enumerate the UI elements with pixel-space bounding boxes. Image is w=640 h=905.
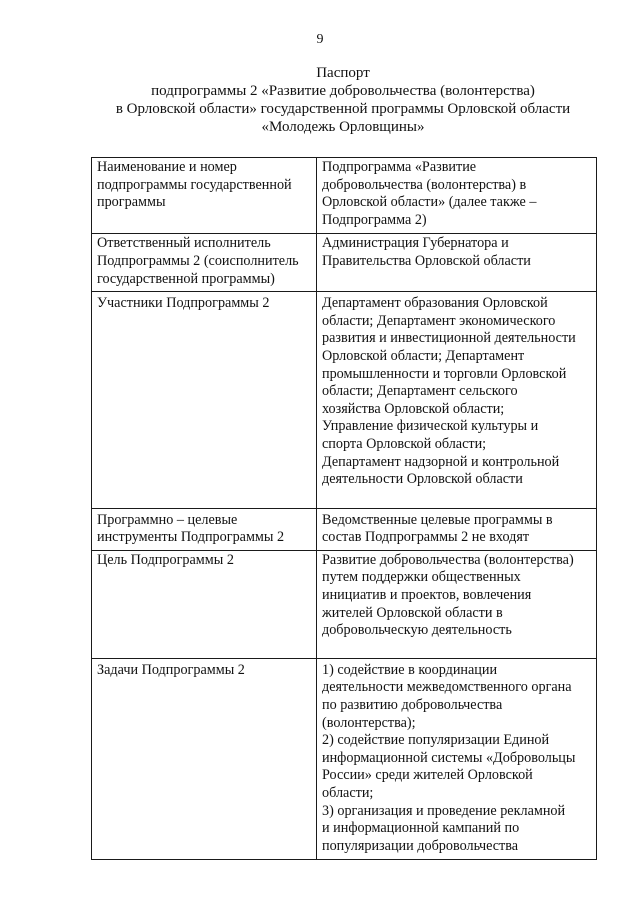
row-value-line: области; Департамент экономического [322,312,556,329]
row-value-line: развития и инвестиционной деятельности [322,330,576,347]
row-label-line: Наименование и номер [97,159,237,175]
row-value-line: 3) организация и проведение рекламной [322,802,566,819]
row-value-line: состав Подпрограммы 2 не входят [322,529,530,546]
row-value-line: Администрация Губернатора и [322,235,509,252]
row-value-line: по развитию добровольчества [322,697,503,714]
row-label-line: Подпрограммы 2 (соисполнитель [97,252,299,269]
row-label [92,658,317,860]
row-label-line: Цель Подпрограммы 2 [97,551,234,568]
header-subtitle-line: «Молодежь Орловщины» [261,119,425,135]
table-row [92,292,597,509]
row-value [317,508,597,550]
row-value [317,658,597,860]
table-row [92,158,597,234]
row-value-line: Подпрограмма 2) [322,211,427,228]
row-label [92,508,317,550]
row-value-line: Правительства Орловской области [322,252,531,269]
row-label-line: Ответственный исполнитель [97,235,271,252]
row-value [317,292,597,509]
row-value-line: деятельности межведомственного органа [322,679,572,696]
table-row [92,234,597,292]
row-label-line: Участники Подпрограммы 2 [97,295,270,312]
row-label [92,158,317,234]
row-value-line: популяризации добровольчества [322,837,519,854]
row-value-line: России» среди жителей Орловской [322,767,533,784]
row-value [317,158,597,234]
row-value-line: Департамент надзорной и контрольной [322,453,560,470]
row-value-line: 2) содействие популяризации Единой [322,732,550,749]
row-value-line: Развитие добровольчества (волонтерства) [322,551,574,568]
table-row [92,550,597,658]
row-value-line: Управление физической культуры и [322,418,539,435]
row-value-line: области; Департамент сельского [322,383,518,400]
table-row [92,658,597,860]
row-value-line: информационной системы «Добровольцы [322,749,576,766]
row-label-line: подпрограммы государственной [97,176,292,193]
row-label-line: Программно – целевые [97,511,238,528]
row-value-line: жителей Орловской области в [322,604,503,621]
row-label [92,234,317,292]
row-value-line: Подпрограмма «Развитие [322,159,477,175]
row-value [317,234,597,292]
row-value-line: инициатив и проектов, вовлечения [322,587,532,604]
row-value-line: (волонтерства); [322,714,416,731]
row-value-line: Орловской области» (далее также – [322,194,537,211]
row-label-line: государственной программы) [97,270,275,287]
row-label-line: Задачи Подпрограммы 2 [97,661,245,678]
row-value-line: хозяйства Орловской области; [322,400,505,417]
row-label [92,550,317,658]
header-title: Паспорт [316,65,370,81]
row-value-line: спорта Орловской области; [322,435,487,452]
header-subtitle-line: в Орловской области» государственной программы Орловской области [115,101,571,117]
row-value-line: Орловской области; Департамент [322,347,525,364]
page-number: 9 [316,32,324,47]
row-label [92,292,317,509]
passport-table [91,157,597,860]
row-value-line: и информационной кампаний по [322,820,520,837]
row-value-line: деятельности Орловской области [322,471,523,488]
table-row [92,508,597,550]
row-value-line: промышленности и торговли Орловской [322,365,567,382]
document-header [60,64,626,136]
row-value-line: Департамент образования Орловской [322,295,548,312]
row-label-line: программы [97,194,166,211]
row-label-line: инструменты Подпрограммы 2 [97,529,285,546]
row-value-line: добровольчества (волонтерства) в [322,176,527,193]
row-value-line: 1) содействие в координации [322,661,498,678]
row-value-line: путем поддержки общественных [322,569,521,586]
row-value-line: Ведомственные целевые программы в [322,511,553,528]
header-subtitle-line: подпрограммы 2 «Развитие добровольчества (волонтерства) [151,83,535,99]
row-value-line: области; [322,785,374,801]
row-value [317,550,597,658]
row-value-line: добровольческую деятельность [322,622,512,639]
